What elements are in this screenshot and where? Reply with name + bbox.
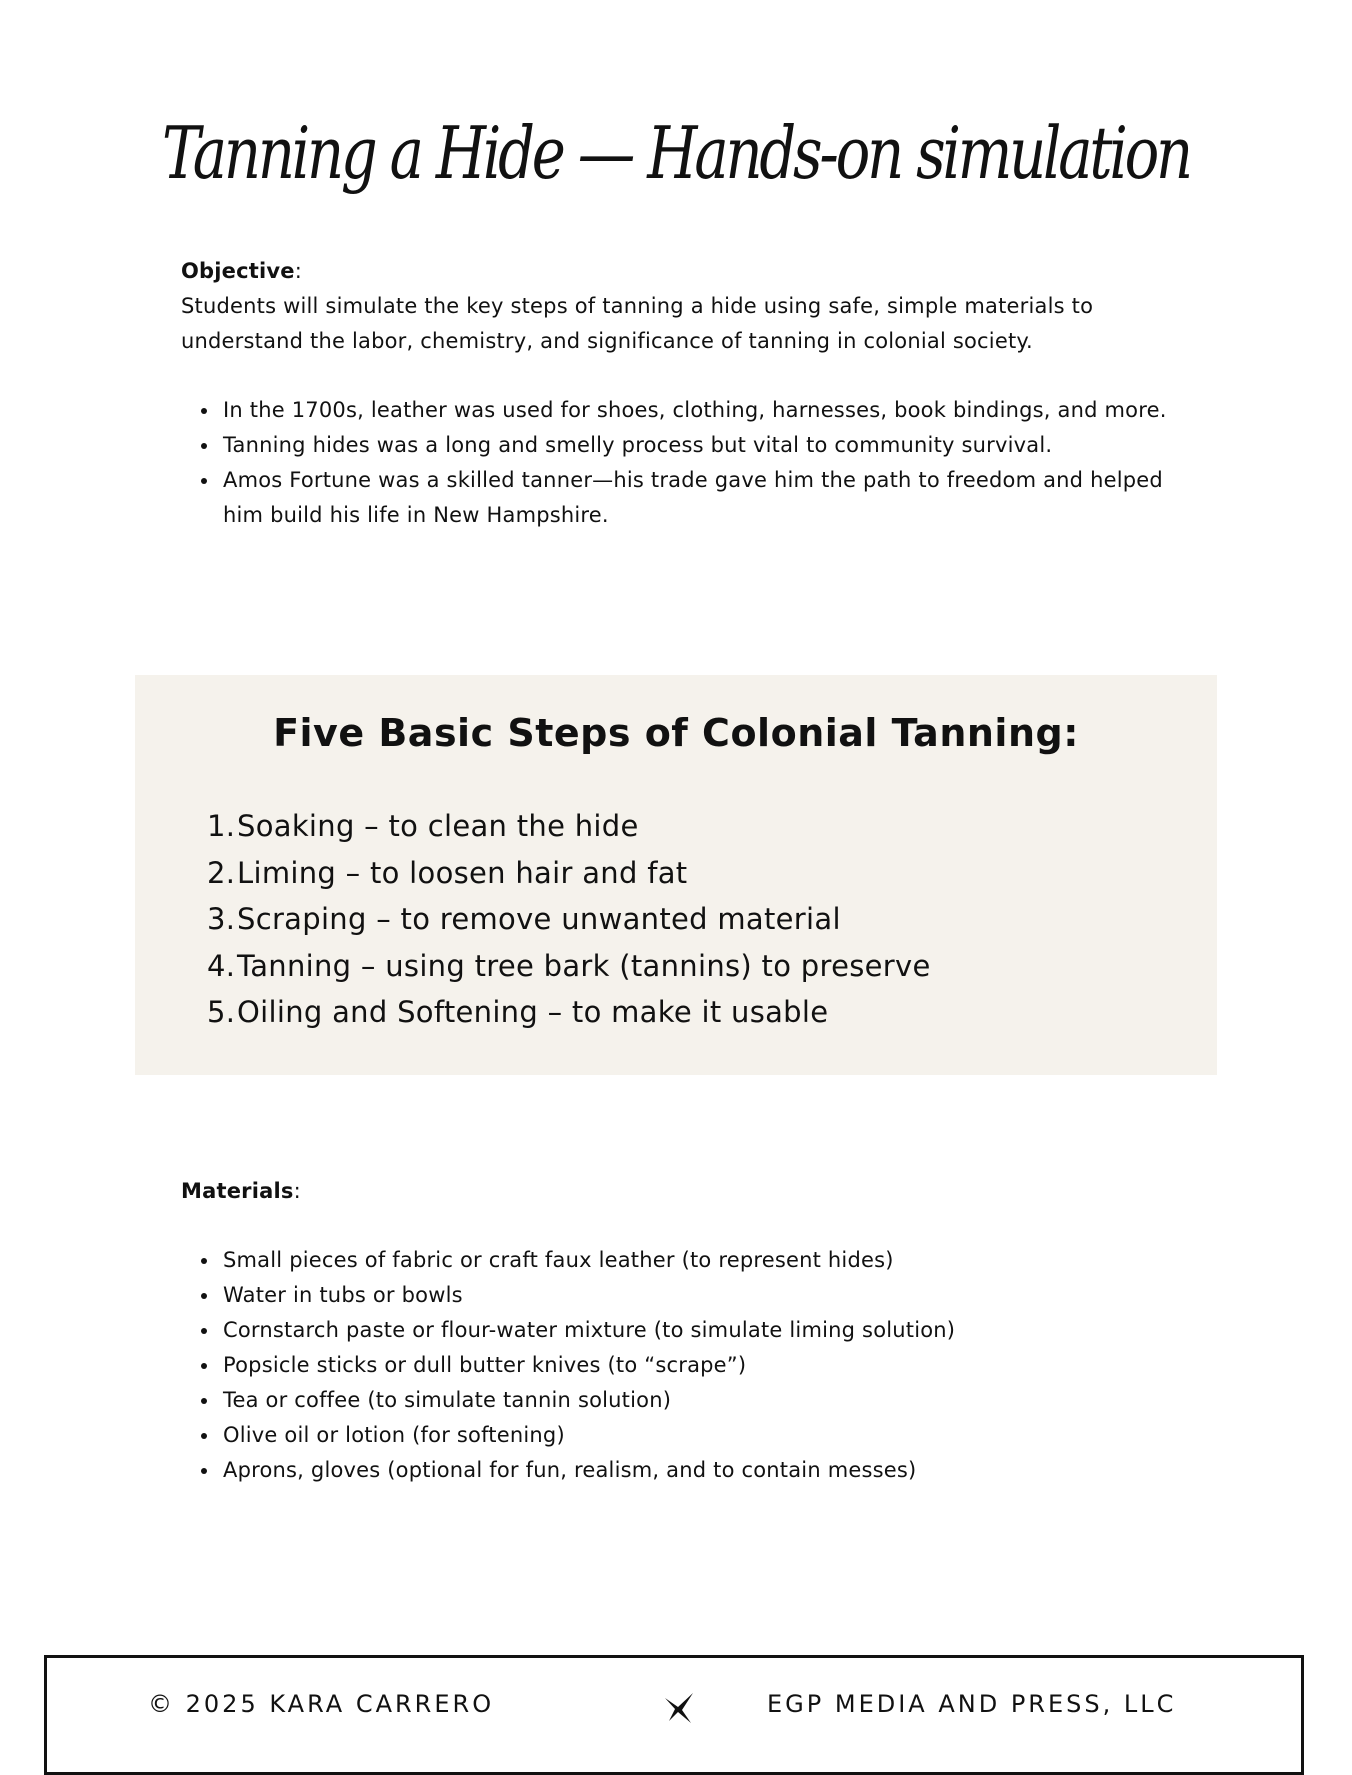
step-item: [207, 943, 931, 990]
steps-title: Five Basic Steps of Colonial Tanning:: [273, 711, 1079, 755]
footer-copyright: © 2025 KARA CARRERO: [148, 1690, 495, 1718]
objective-section: [181, 254, 1181, 359]
step-text: Liming – to loosen hair and fat: [237, 855, 688, 890]
objective-heading: [181, 254, 1181, 289]
materials-colon: :: [293, 1179, 301, 1203]
intro-bullet-list: [181, 393, 1183, 533]
step-item: [207, 803, 931, 850]
objective-label: Objective: [181, 259, 295, 283]
step-number: 5.: [207, 995, 236, 1029]
step-text: Oiling and Softening – to make it usable: [237, 995, 829, 1029]
step-item: [207, 850, 931, 897]
list-item: Olive oil or lotion (for softening): [223, 1418, 1223, 1453]
objective-text: Students will simulate the key steps of tanning a hide using safe, simple materials to understand the labor, chemistry, and significance of tanning in colonial society.: [181, 294, 1094, 353]
step-number: 4.: [207, 948, 236, 983]
footer-bar: [44, 1655, 1304, 1775]
list-item: Water in tubs or bowls: [223, 1278, 1223, 1313]
list-item: Small pieces of fabric or craft faux leather (to represent hides): [223, 1243, 1223, 1278]
materials-heading: [181, 1174, 301, 1209]
page-title: Tanning a Hide — Hands-on simulation: [162, 111, 1190, 195]
step-text: Scraping – to remove unwanted material: [237, 902, 841, 936]
step-number: 2.: [207, 855, 236, 890]
objective-colon: :: [294, 259, 303, 283]
footer-publisher: EGP MEDIA AND PRESS, LLC: [767, 1690, 1177, 1718]
list-item: Aprons, gloves (optional for fun, realism, and to contain messes): [223, 1453, 1223, 1488]
sparkle-star-icon: [663, 1691, 697, 1725]
materials-list: [181, 1243, 1223, 1488]
list-item: Popsicle sticks or dull butter knives (to “scrape”): [223, 1348, 1223, 1383]
step-item: [207, 989, 931, 1036]
step-number: 3.: [207, 902, 236, 936]
steps-panel: [135, 675, 1217, 1075]
list-item: Cornstarch paste or flour-water mixture (to simulate liming solution): [223, 1313, 1223, 1348]
list-item: Tanning hides was a long and smelly process but vital to community survival.: [223, 428, 1183, 463]
step-text: Tanning – using tree bark (tannins) to preserve: [237, 948, 931, 983]
list-item: In the 1700s, leather was used for shoes, clothing, harnesses, book bindings, and more.: [223, 393, 1183, 428]
step-text: Soaking – to clean the hide: [237, 809, 639, 843]
step-item: [207, 896, 931, 943]
list-item: Amos Fortune was a skilled tanner—his trade gave him the path to freedom and helped him build his life in New Hampshire.: [223, 463, 1183, 533]
step-number: 1.: [207, 809, 236, 843]
materials-label: Materials: [181, 1179, 294, 1203]
steps-list: [207, 803, 931, 1036]
list-item: Tea or coffee (to simulate tannin solution): [223, 1383, 1223, 1418]
